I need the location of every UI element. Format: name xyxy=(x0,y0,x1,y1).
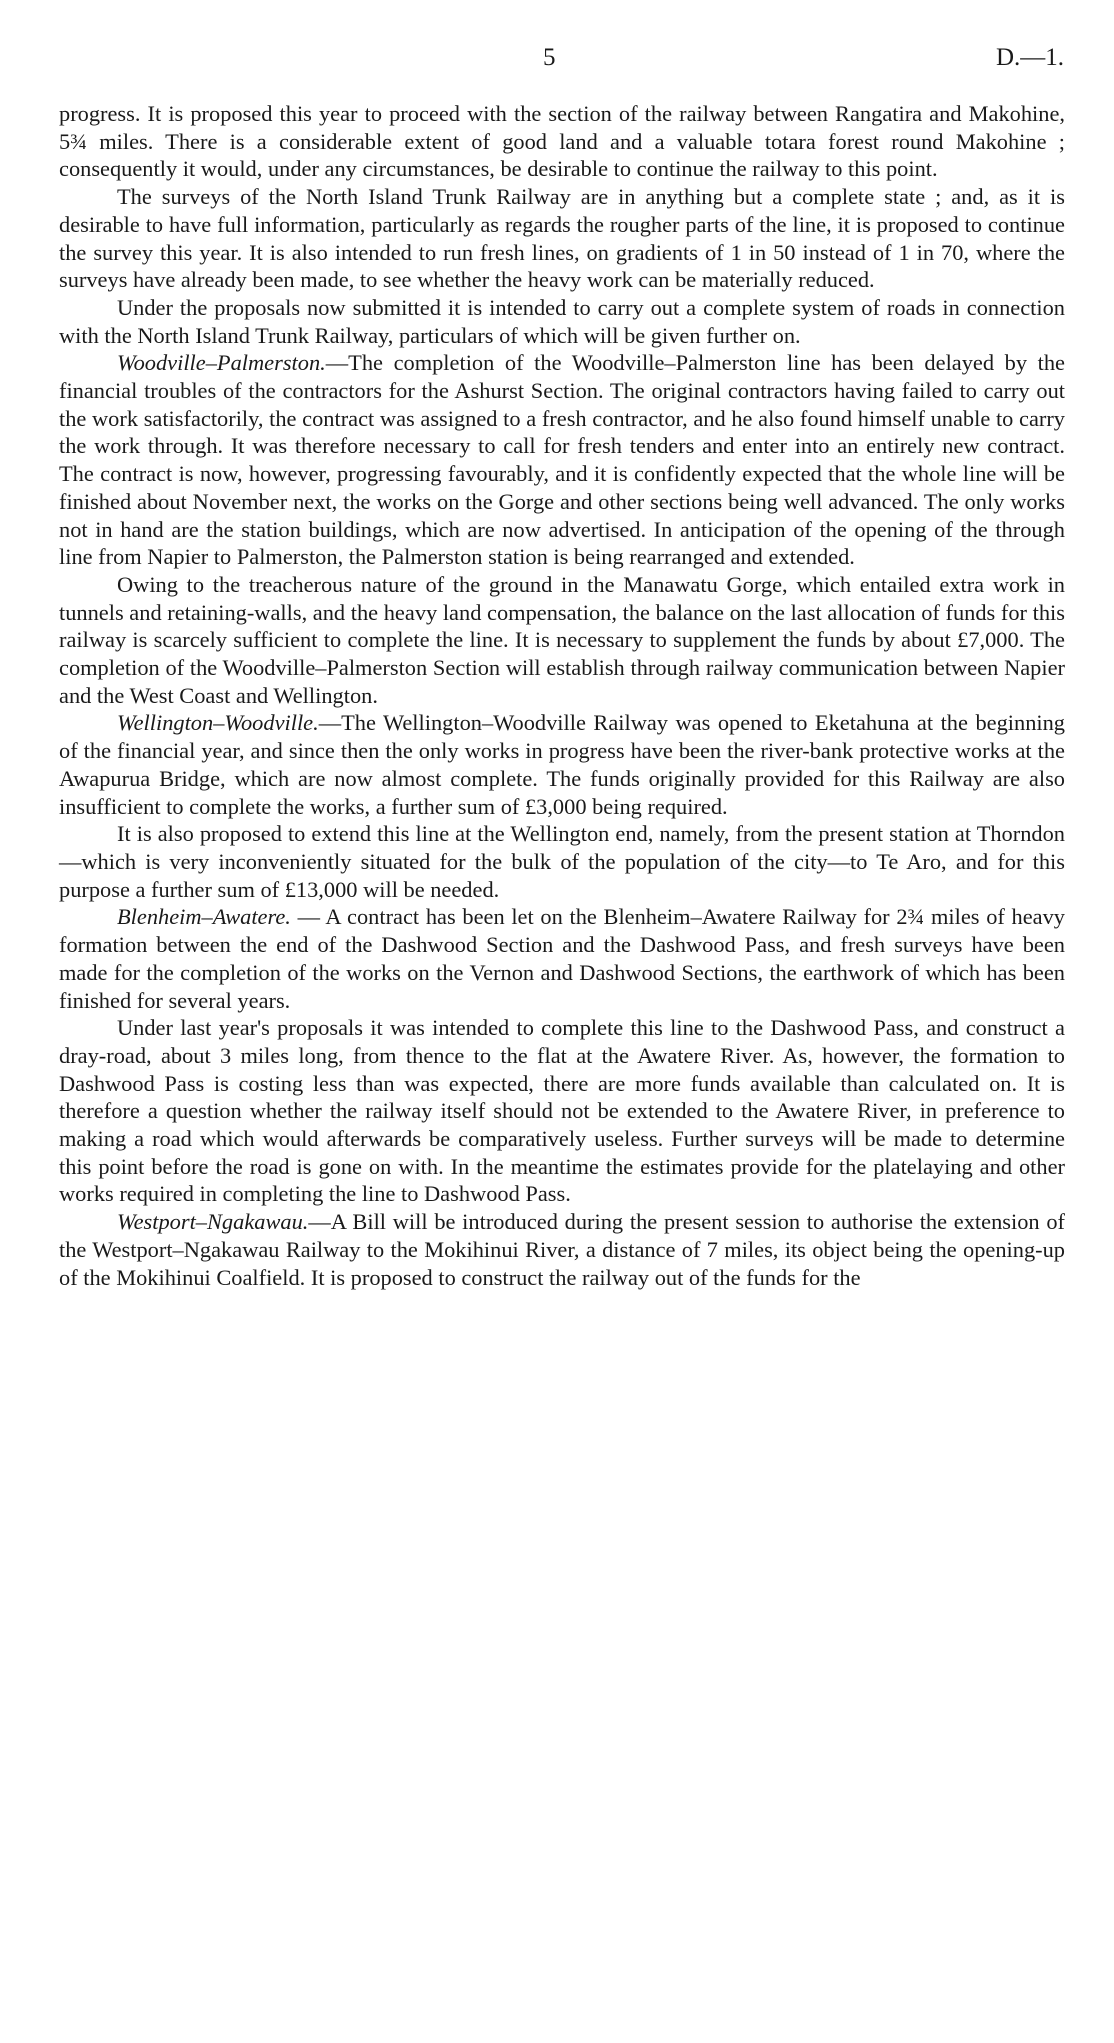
document-reference: D.—1. xyxy=(995,44,1064,71)
paragraph-wellington-woodville xyxy=(59,709,1065,820)
paragraph-blenheim-awatere xyxy=(59,903,1065,1014)
paragraph-woodville-palmerston xyxy=(59,349,1065,571)
paragraph-text: —The completion of the Woodville–Palmerston line has been delayed by the financial troubles of the contractors for the Ashurst Section. The original contractors having failed to carry out the work satisfactorily, the contract was assigned to a fresh contractor, and he also found himself unable to carry the work through. It was therefore necessary to call for fresh tenders and enter into an entirely new contract. The contract is now, however, progressing favourably, and it is confidently expected that the whole line will be finished about November next, the works on the Gorge and other sections being well advanced. The only works not in hand are the station buildings, which are now advertised. In anticipation of the opening of the through line from Napier to Palmerston, the Palmerston station is being rearranged and extended. xyxy=(59,350,1065,570)
paragraph-text: — A contract has been let on the Blenheim–Awatere Railway for 2¾ miles of heavy formation between the end of the Dashwood Section and the Dashwood Pass, and fresh surveys have been made for the completion of the works on the Vernon and Dashwood Sections, the earthwork of which has been finished for several years. xyxy=(59,904,1065,1013)
section-heading: Blenheim–Awatere. xyxy=(117,904,291,930)
page-number: 5 xyxy=(543,44,556,71)
paragraph-trunk-railway-surveys xyxy=(59,183,1065,294)
paragraph-westport-ngakawau xyxy=(59,1208,1065,1291)
paragraph-text: Owing to the treacherous nature of the ground in the Manawatu Gorge, which entailed extra work in tunnels and retaining-walls, and the heavy land compensation, the balance on the last allocation of funds for this railway is scarcely sufficient to complete the line. It is necessary to supplement the funds by about £7,000. The completion of the Woodville–Palmerston Section will establish through railway communication between Napier and the West Coast and Wellington. xyxy=(59,571,1065,708)
paragraph-text: It is also proposed to extend this line at the Wellington end, namely, from the present station at Thorndon—which is very inconveniently situated for the bulk of the population of the city—to Te Aro, and for this purpose a further sum of £13,000 will be needed. xyxy=(59,821,1065,902)
paragraph-te-aro-extension xyxy=(59,820,1065,903)
body-text xyxy=(59,100,1065,1291)
section-heading: Woodville–Palmerston. xyxy=(117,350,326,376)
section-heading: Westport–Ngakawau. xyxy=(117,1209,309,1235)
page-header xyxy=(0,44,1114,74)
paragraph-dashwood-pass xyxy=(59,1014,1065,1208)
section-heading: Wellington–Woodville. xyxy=(117,710,319,736)
paragraph-text: —A Bill will be introduced during the present session to authorise the extension of the Westport–Ngakawau Railway to the Mokihinui River, a distance of 7 miles, its object being the opening-up of the Mokihinui Coalfield. It is proposed to construct the railway out of the funds for the xyxy=(59,1209,1065,1290)
paragraph-text: Under the proposals now submitted it is intended to carry out a complete system of roads in connection with the North Island Trunk Railway, particulars of which will be given further on. xyxy=(59,294,1065,348)
paragraph-text: The surveys of the North Island Trunk Railway are in anything but a complete state ; and, as it is desirable to have full information, particularly as regards the rougher parts of the line, it is proposed to continue the survey this year. It is also intended to run fresh lines, on gradients of 1 in 50 instead of 1 in 70, where the surveys have already been made, to see whether the heavy work can be materially reduced. xyxy=(59,184,1065,293)
paragraph-roads-system xyxy=(59,294,1065,349)
paragraph-continuation xyxy=(59,100,1065,183)
paragraph-text: Under last year's proposals it was intended to complete this line to the Dashwood Pass, and construct a dray-road, about 3 miles long, from thence to the flat at the Awatere River. As, however, the formation to Dashwood Pass is costing less than was expected, there are more funds available than calculated on. It is therefore a question whether the railway itself should not be extended to the Awatere River, in preference to making a road which would afterwards be comparatively useless. Further surveys will be made to determine this point before the road is gone on with. In the meantime the estimates provide for the platelaying and other works required in completing the line to Dashwood Pass. xyxy=(59,1015,1065,1207)
paragraph-manawatu-gorge xyxy=(59,571,1065,710)
paragraph-text: progress. It is proposed this year to proceed with the section of the railway between Rangatira and Makohine, 5¾ miles. There is a considerable extent of good land and a valuable totara forest round Makohine ; consequently it would, under any circumstances, be desirable to continue the railway to this point. xyxy=(59,101,1065,182)
paragraph-text: —The Wellington–Woodville Railway was opened to Eketahuna at the beginning of the financial year, and since then the only works in progress have been the river-bank protective works at the Awapurua Bridge, which are now almost complete. The funds originally provided for this Railway are also insufficient to complete the works, a further sum of £3,000 being required. xyxy=(59,710,1065,819)
